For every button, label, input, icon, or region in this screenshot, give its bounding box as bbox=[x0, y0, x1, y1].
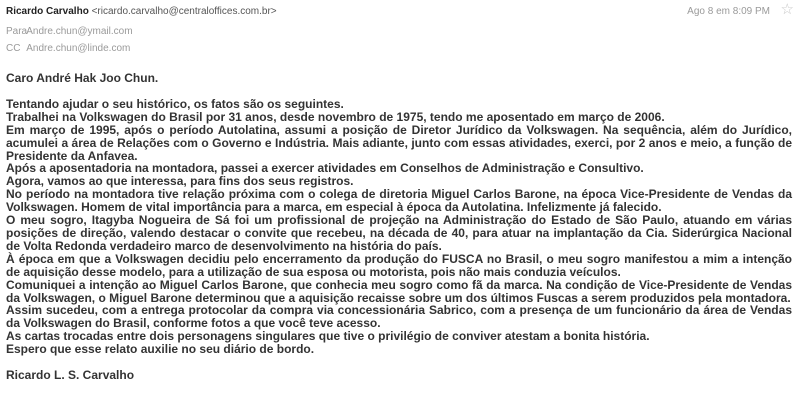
sender-name[interactable]: Ricardo Carvalho bbox=[6, 6, 89, 17]
body-paragraph: À época em que a Volkswagen decidiu pelo encerramento da produção do FUSCA no Brasil, o meu sogro manifestou a mim a intenção de aquisição desse modelo, para a utilização de sua esposa ou motorista, pois não mais conduzia veículos. bbox=[6, 251, 792, 279]
cc-label: CC bbox=[6, 43, 21, 54]
body-paragraph: O meu sogro, Itagyba Nogueira de Sá foi um profissional de projeção na Administração do Estado de São Paulo, atuando em várias posições de direção, valendo destacar o convite que recebeu, na década de 40, para atuar na implantação da Cia. Siderúrgica Nacional de Volta Redonda verdadeiro marco de desenvolvimento na história do país. bbox=[6, 213, 792, 253]
star-icon[interactable]: ☆ bbox=[780, 1, 794, 18]
greeting: Caro André Hak Joo Chun. bbox=[6, 71, 159, 85]
body-paragraph: Espero que esse relato auxilie no seu diário de bordo. bbox=[6, 342, 315, 357]
to-recipient[interactable]: Andre.chun@ymail.com bbox=[26, 26, 133, 37]
body-paragraph: Assim sucedeu, com a entrega protocolar da compra via concessionária Sabrico, com a presença de um funcionário da área de Vendas da Volkswagen do Brasil, conforme fotos a que você teve acesso. bbox=[6, 303, 792, 331]
signature: Ricardo L. S. Carvalho bbox=[6, 368, 135, 383]
cc-row bbox=[6, 43, 130, 54]
email-body bbox=[6, 72, 792, 382]
message-date: Ago 8 em 8:09 PM bbox=[687, 6, 770, 17]
body-paragraph: Em março de 1995, após o período Autolatina, assumi a posição de Diretor Jurídico da Volkswagen. Na sequência, além do Jurídico, acumulei a área de Relações com o Governo e Indústria. Mais adiante, junto com essas atividades, exerci, por 2 anos e meio, a função de Presidente da Anfavea. bbox=[6, 122, 792, 163]
to-row bbox=[6, 26, 133, 37]
sender-email[interactable]: <ricardo.carvalho@centraloffices.com.br> bbox=[91, 6, 277, 17]
to-label: Para bbox=[6, 26, 28, 37]
cc-recipient[interactable]: Andre.chun@linde.com bbox=[26, 43, 131, 54]
body-paragraph: Após a aposentadoria na montadora, passei a exercer atividades em Conselhos de Administração e Consultivo. bbox=[6, 161, 644, 176]
body-paragraph: No período na montadora tive relação próxima com o colega de diretoria Miguel Carlos Barone, na época Vice-Presidente de Vendas da Volkswagen. Homem de vital importância para a marca, em especial à época da Autolatina. Infelizmente já falecido. bbox=[6, 187, 792, 215]
body-paragraph: Comuniquei a intenção ao Miguel Carlos Barone, que conhecia meu sogro como fã da marca. Na condição de Vice-Presidente de Vendas da Volkswagen, o Miguel Barone determinou que a aquisição recaisse sobre um dos últimos Fuscas a serem produzidos pela montadora. bbox=[6, 277, 792, 305]
from-row bbox=[6, 6, 277, 17]
body-paragraph: Trabalhei na Volkswagen do Brasil por 31 anos, desde novembro de 1975, tendo me aposentado em março de 2006. bbox=[6, 109, 665, 124]
body-paragraph: As cartas trocadas entre dois personagens singulares que tive o privilégio de conviver atestam a bonita história. bbox=[6, 329, 650, 344]
body-paragraph: Agora, vamos ao que interessa, para fins dos seus registros. bbox=[6, 174, 354, 189]
email-header bbox=[0, 0, 800, 62]
body-paragraph: Tentando ajudar o seu histórico, os fatos são os seguintes. bbox=[6, 96, 344, 111]
